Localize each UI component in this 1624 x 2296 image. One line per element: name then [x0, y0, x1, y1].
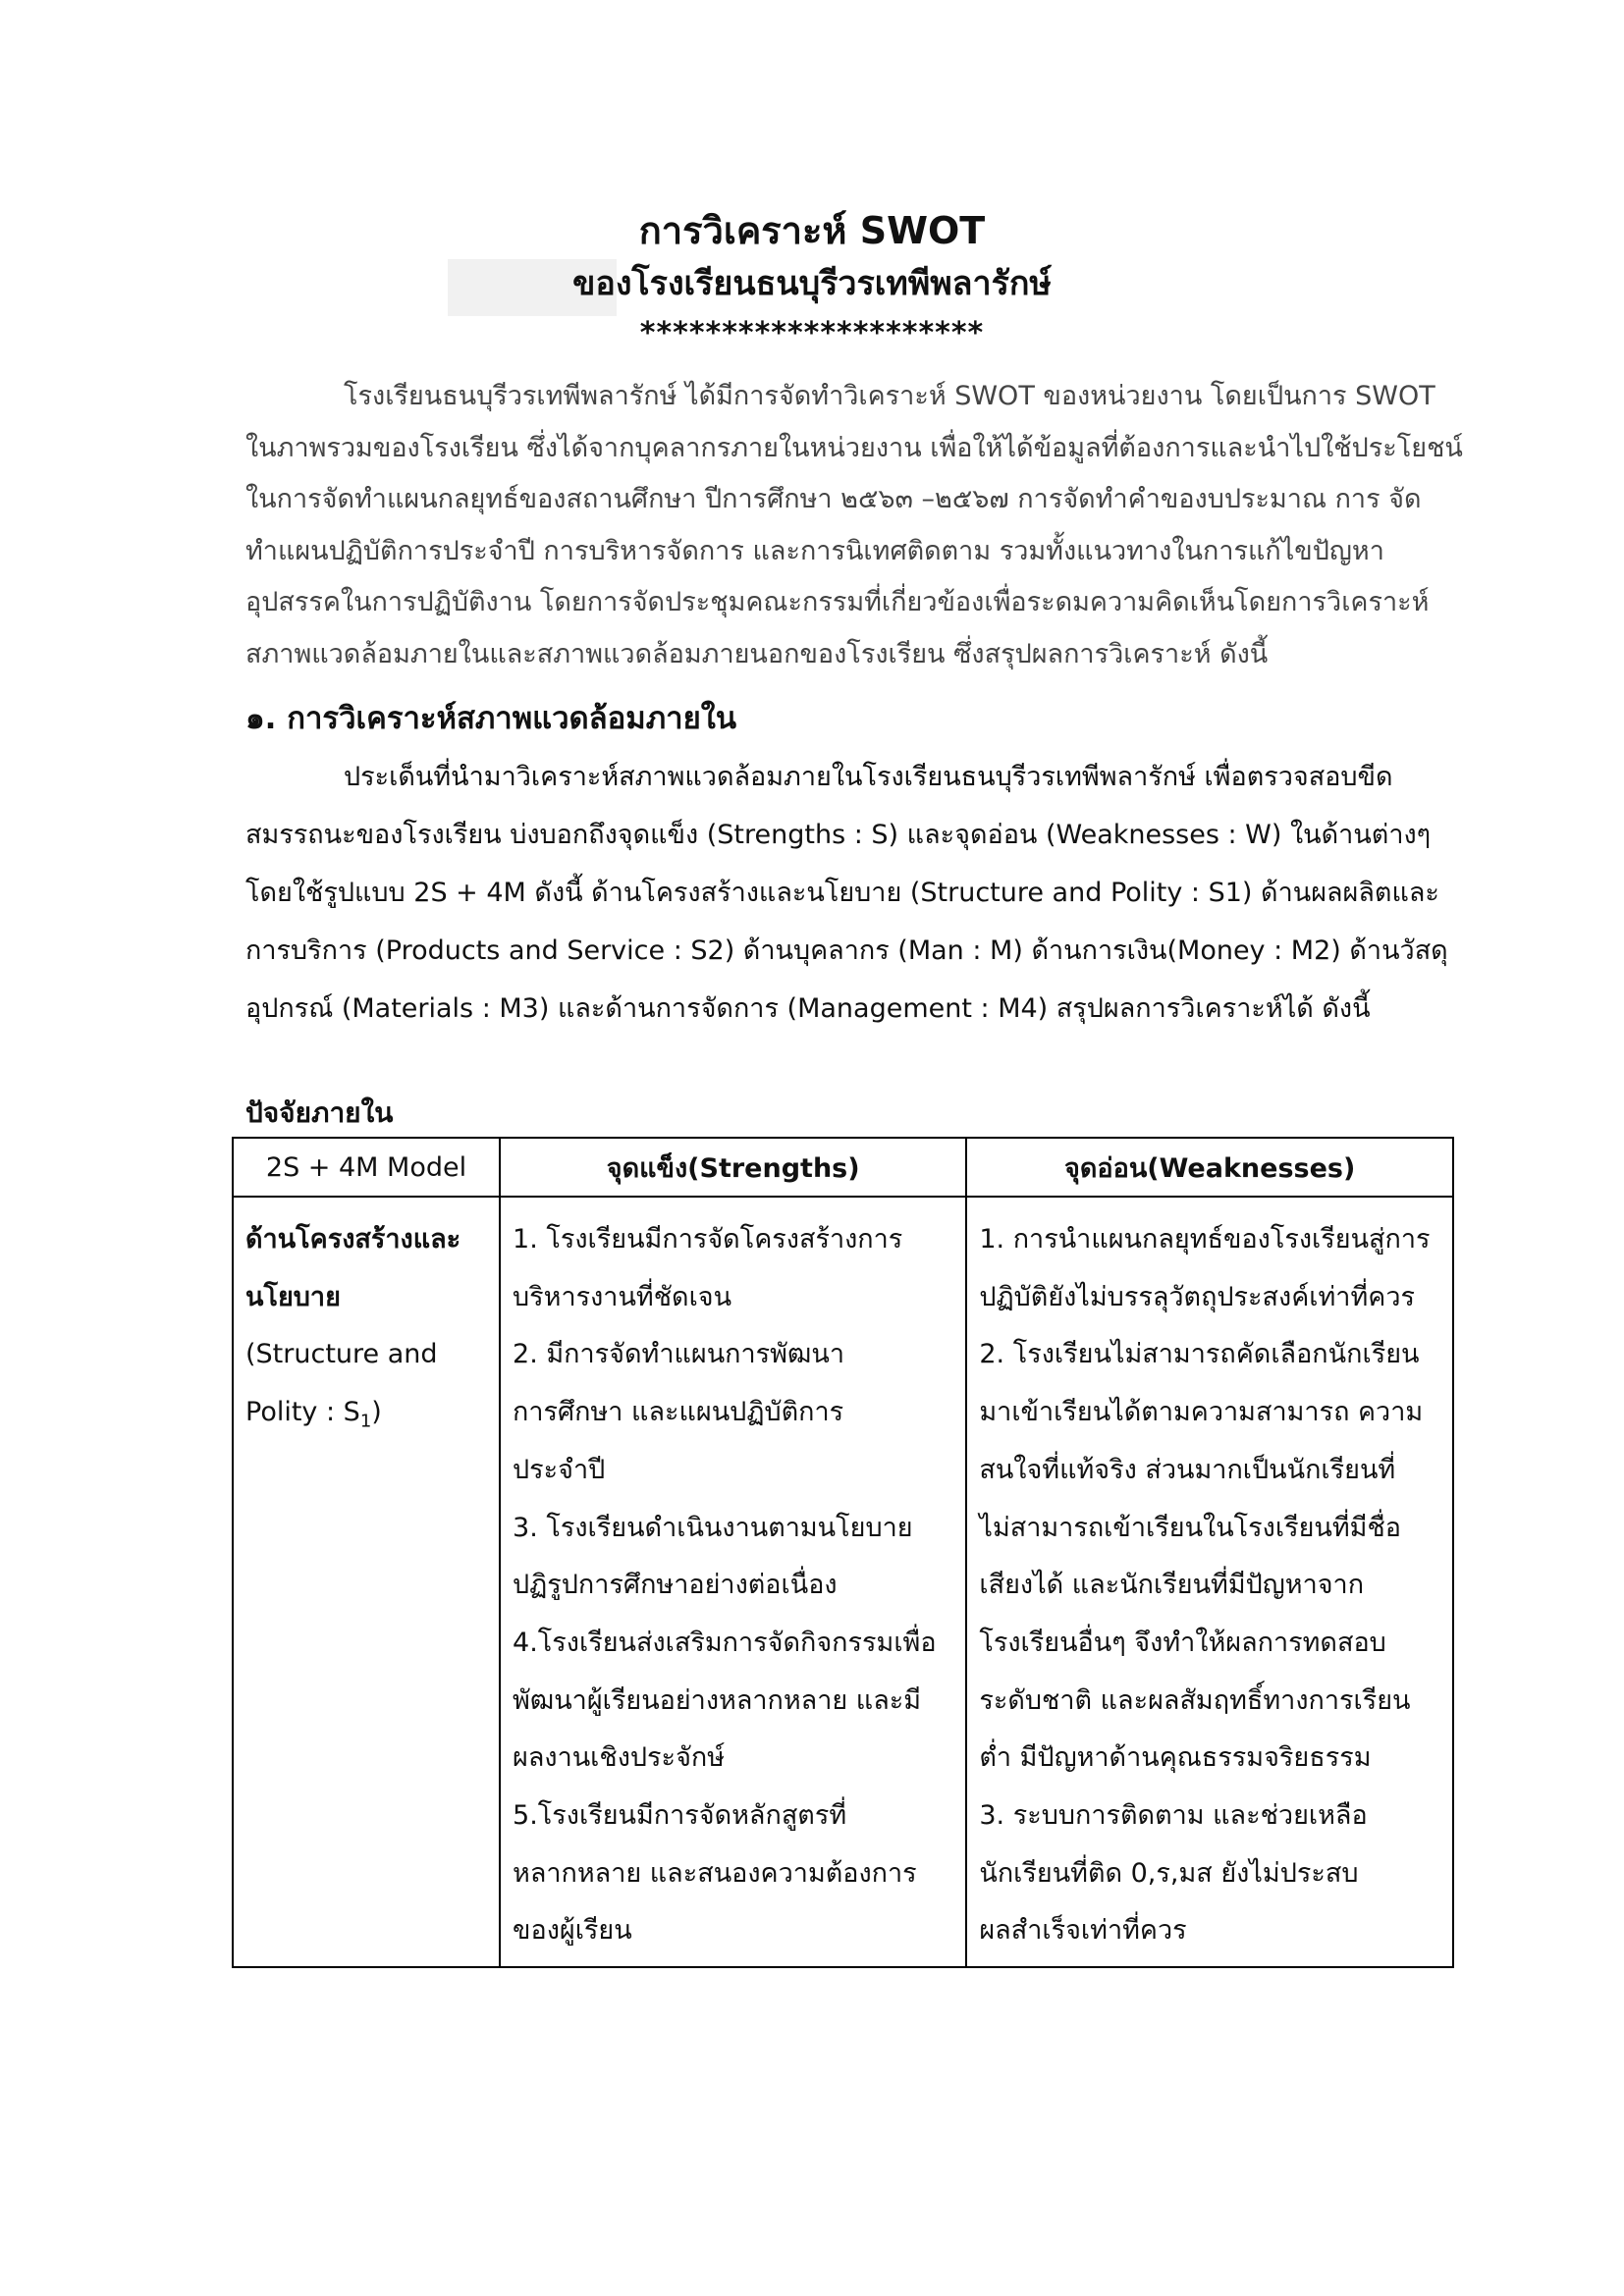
- strength-line: 5.โรงเรียนมีการจัดหลักสูตรที่: [513, 1800, 847, 1832]
- dimension-line: ด้านโครงสร้างและ: [245, 1224, 461, 1255]
- strength-line: บริหารงานที่ชัดเจน: [513, 1281, 732, 1312]
- header-strengths: จุดแข็ง(Strengths): [500, 1138, 966, 1197]
- strength-line: ปฏิรูปการศึกษาอย่างต่อเนื่อง: [513, 1570, 838, 1601]
- intro-line: ในการจัดทำแผนกลยุทธ์ของสถานศึกษา ปีการศึกษา ๒๕๖๓ –๒๕๖๗ การจัดทำคำของบประมาณ การ จัด: [245, 484, 1422, 514]
- weakness-line: 2. โรงเรียนไม่สามารถคัดเลือกนักเรียน: [979, 1339, 1420, 1370]
- strength-line: ประจำปี: [513, 1454, 606, 1485]
- weakness-line: นักเรียนที่ติด 0,ร,มส ยังไม่ประสบ: [979, 1857, 1359, 1889]
- weakness-line: ปฏิบัติยังไม่บรรลุวัตถุประสงค์เท่าที่ควร: [979, 1281, 1415, 1312]
- dimension-line: Polity : S: [245, 1397, 360, 1428]
- dimension-subscript: 1: [359, 1411, 372, 1432]
- section-heading: ๑. การวิเคราะห์สภาพแวดล้อมภายใน: [245, 701, 737, 736]
- intro-line: ในภาพรวมของโรงเรียน ซึ่งได้จากบุคลากรภายในหน่วยงาน เพื่อให้ได้ข้อมูลที่ต้องการและนำไปใช้ประโยชน์: [245, 432, 1463, 463]
- strength-line: 1. โรงเรียนมีการจัดโครงสร้างการ: [513, 1224, 903, 1255]
- strength-line: หลากหลาย และสนองความต้องการ: [513, 1857, 917, 1889]
- intro-line: โรงเรียนธนบุรีวรเทพีพลารักษ์ ได้มีการจัดทำวิเคราะห์ SWOT ของหน่วยงาน โดยเป็นการ SWOT: [344, 381, 1435, 411]
- strength-line: พัฒนาผู้เรียนอย่างหลากหลาย และมี: [513, 1684, 922, 1716]
- section-line: สมรรถนะของโรงเรียน บ่งบอกถึงจุดแข็ง (Strengths : S) และจุดอ่อน (Weaknesses : W) ในด้านต่างๆ: [245, 820, 1432, 850]
- strength-line: 4.โรงเรียนส่งเสริมการจัดกิจกรรมเพื่อ: [513, 1627, 937, 1658]
- section-line: โดยใช้รูปแบบ 2S + 4M ดังนี้ ด้านโครงสร้างและนโยบาย (Structure and Polity : S1) ด้านผลผลิตและ: [245, 878, 1439, 908]
- header-weaknesses: จุดอ่อน(Weaknesses): [966, 1138, 1453, 1197]
- strength-line: การศึกษา และแผนปฏิบัติการ: [513, 1397, 844, 1428]
- intro-line: ทำแผนปฏิบัติการประจำปี การบริหารจัดการ และการนิเทศติดตาม รวมทั้งแนวทางในการแก้ไขปัญหา: [245, 535, 1384, 566]
- document-subtitle: ของโรงเรียนธนบุรีวรเทพีพลารักษ์: [572, 264, 1052, 303]
- strength-line: ของผู้เรียน: [513, 1915, 632, 1947]
- intro-paragraph: [245, 371, 1467, 680]
- dimension-line: (Structure and: [245, 1339, 438, 1370]
- document-title: การวิเคราะห์ SWOT: [638, 209, 986, 252]
- dimension-cell: [233, 1197, 500, 1967]
- weakness-line: 3. ระบบการติดตาม และช่วยเหลือ: [979, 1800, 1368, 1832]
- intro-line: อุปสรรคในการปฏิบัติงาน โดยการจัดประชุมคณะกรรมที่เกี่ยวข้องเพื่อระดมความคิดเห็นโดยการวิเคราะห์: [245, 587, 1430, 617]
- weakness-line: ระดับชาติ และผลสัมฤทธิ์ทางการเรียน: [979, 1684, 1411, 1716]
- star-divider: *********************: [639, 316, 985, 350]
- swot-table: [232, 1137, 1454, 1968]
- strength-line: 2. มีการจัดทำแผนการพัฒนา: [513, 1339, 844, 1370]
- section-paragraph: [245, 748, 1467, 1038]
- dimension-line-polity: [245, 1384, 487, 1451]
- weakness-line: ไม่สามารถเข้าเรียนในโรงเรียนที่มีชื่อ: [979, 1512, 1402, 1543]
- internal-factors-label: ปัจจัยภายใน: [245, 1096, 394, 1129]
- strengths-cell: [500, 1197, 966, 1967]
- header-model: 2S + 4M Model: [233, 1138, 500, 1197]
- table-header-row: [233, 1138, 1453, 1197]
- strength-line: ผลงานเชิงประจักษ์: [513, 1742, 726, 1774]
- weakness-line: 1. การนำแผนกลยุทธ์ของโรงเรียนสู่การ: [979, 1224, 1431, 1255]
- section-line: ประเด็นที่นำมาวิเคราะห์สภาพแวดล้อมภายในโรงเรียนธนบุรีวรเทพีพลารักษ์ เพื่อตรวจสอบขีด: [344, 762, 1393, 792]
- weakness-line: ต่ำ มีปัญหาด้านคุณธรรมจริยธรรม: [979, 1742, 1372, 1774]
- strength-line: 3. โรงเรียนดำเนินงานตามนโยบาย: [513, 1512, 913, 1543]
- weakness-line: เสียงได้ และนักเรียนที่มีปัญหาจาก: [979, 1570, 1365, 1601]
- dimension-close: ): [371, 1397, 382, 1428]
- dimension-line: นโยบาย: [245, 1281, 341, 1312]
- section-line: การบริการ (Products and Service : S2) ด้านบุคลากร (Man : M) ด้านการเงิน(Money : M2) ด้านวัสดุ: [245, 935, 1448, 966]
- table-row: [233, 1197, 1453, 1967]
- weakness-line: โรงเรียนอื่นๆ จึงทำให้ผลการทดสอบ: [979, 1627, 1386, 1658]
- weaknesses-cell: [966, 1197, 1453, 1967]
- weakness-line: มาเข้าเรียนได้ตามความสามารถ ความ: [979, 1397, 1424, 1428]
- weakness-line: สนใจที่แท้จริง ส่วนมากเป็นนักเรียนที่: [979, 1454, 1396, 1485]
- weakness-line: ผลสำเร็จเท่าที่ควร: [979, 1915, 1187, 1947]
- intro-line: สภาพแวดล้อมภายในและสภาพแวดล้อมภายนอกของโรงเรียน ซึ่งสรุปผลการวิเคราะห์ ดังนี้: [245, 638, 1269, 669]
- section-line: อุปกรณ์ (Materials : M3) และด้านการจัดการ (Management : M4) สรุปผลการวิเคราะห์ได้ ดังนี้: [245, 993, 1371, 1024]
